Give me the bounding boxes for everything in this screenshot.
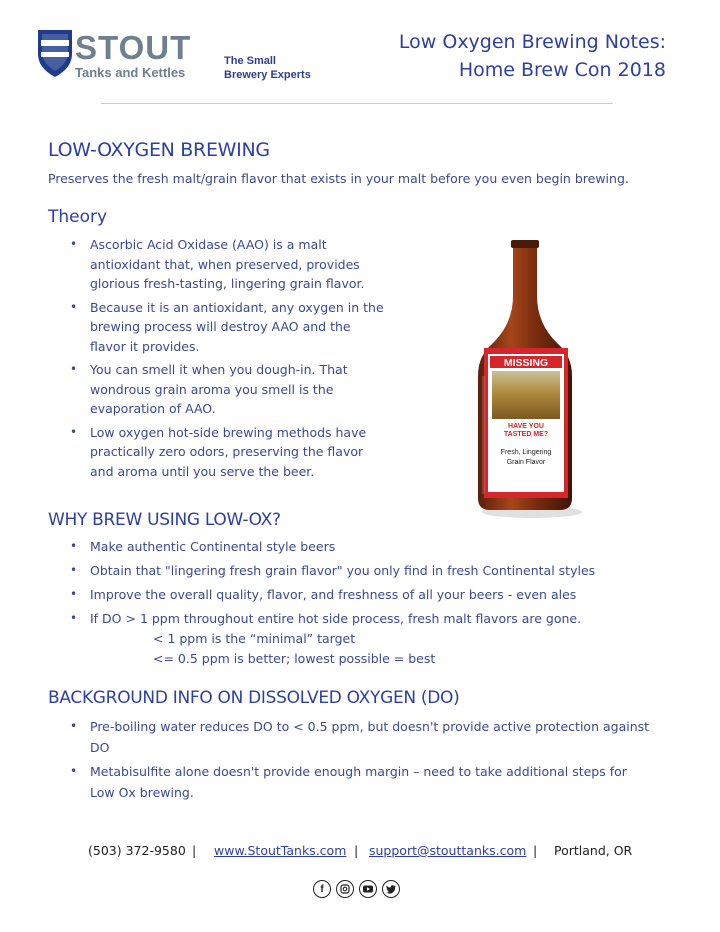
section-heading-background-do: BACKGROUND INFO ON DISSOLVED OXYGEN (DO) (48, 688, 460, 708)
shield-logo-icon (37, 28, 73, 78)
list-item-text: Obtain that "lingering fresh grain flavor" you only find in fresh Continental styles (90, 563, 596, 578)
footer-website-link[interactable]: www.StoutTanks.com (214, 843, 347, 858)
list-item-text: Make authentic Continental style beers (90, 539, 336, 554)
footer-location: Portland, OR (554, 843, 633, 858)
label-bottom-line1: Fresh, Lingering (500, 449, 552, 456)
why-list (70, 537, 595, 673)
document-title-line2: Home Brew Con 2018 (458, 59, 666, 81)
company-logo (37, 28, 327, 84)
list-item-text: You can smell it when you dough-in. That wondrous grain aroma you smell is the evaporation of AAO. (90, 362, 348, 416)
list-item (70, 716, 650, 758)
bullet-icon: • (70, 764, 78, 778)
section-heading-low-oxygen: LOW-OXYGEN BREWING (48, 139, 270, 161)
document-title-line1: Low Oxygen Brewing Notes: (398, 31, 666, 53)
subheading-theory: Theory (48, 207, 108, 227)
sub-item: < 1 ppm is the “minimal” target (153, 630, 356, 646)
list-item (70, 761, 650, 803)
logo-tagline-line2: Brewery Experts (224, 69, 311, 81)
label-question-line2: TASTED ME? (503, 431, 549, 438)
footer-separator: | (533, 843, 538, 858)
bullet-icon: • (70, 362, 78, 376)
background-list (70, 716, 650, 806)
social-links (313, 880, 400, 898)
logo-wordmark: STOUT (75, 29, 192, 66)
bullet-icon: • (70, 563, 78, 577)
list-item (70, 235, 390, 294)
bullet-icon: • (70, 424, 78, 439)
youtube-icon[interactable] (359, 880, 377, 898)
intro-text: Preserves the fresh malt/grain flavor that exists in your malt before you even begin brewing. (48, 171, 629, 186)
header-divider (101, 103, 613, 104)
footer-separator: | (192, 843, 197, 858)
list-item (70, 561, 595, 581)
list-item (70, 609, 595, 669)
list-item-text: Ascorbic Acid Oxidase (AAO) is a malt antioxidant that, when preserved, provides glorious fresh-tasting, lingering grain flavor. (90, 237, 365, 291)
list-item-text: Metabisulfite alone doesn't provide enough margin – need to take additional steps for Low Ox brewing. (90, 764, 627, 800)
label-question-line1: HAVE YOU (508, 423, 544, 430)
list-item-text: Because it is an antioxidant, any oxygen in the brewing process will destroy AAO and the flavor it provides. (90, 299, 384, 354)
bullet-icon: • (70, 587, 78, 601)
list-item (70, 537, 595, 557)
label-bottom-line2: Grain Flavor (506, 459, 546, 466)
twitter-icon[interactable] (382, 880, 400, 898)
list-item-text: Improve the overall quality, flavor, and freshness of all your beers - even ales (90, 587, 577, 602)
bullet-icon: • (70, 237, 78, 251)
theory-list (70, 235, 390, 485)
list-item (70, 423, 390, 482)
document-title (399, 28, 666, 84)
list-item (70, 585, 595, 605)
list-item-text: If DO > 1 ppm throughout entire hot side process, fresh malt flavors are gone. (90, 611, 582, 626)
section-heading-why-low-ox: WHY BREW USING LOW-OX? (48, 510, 281, 530)
logo-subtitle: Tanks and Kettles (75, 65, 186, 80)
footer-separator: | (354, 843, 359, 858)
list-item (70, 298, 390, 357)
instagram-icon[interactable] (336, 880, 354, 898)
logo-tagline (224, 54, 311, 82)
bullet-icon: • (70, 539, 78, 553)
list-item (70, 360, 390, 419)
footer-email-link[interactable]: support@stouttanks.com (369, 843, 527, 858)
logo-tagline-line1: The Small (224, 55, 276, 67)
list-item-text: Low oxygen hot-side brewing methods have practically zero odors, preserving the flavor and aroma until you serve the beer. (90, 424, 367, 479)
label-missing-text: MISSING (503, 357, 549, 369)
footer-phone: (503) 372-9580 (88, 843, 186, 858)
bullet-icon: • (70, 719, 78, 733)
bullet-icon: • (70, 611, 78, 625)
facebook-icon[interactable]: f (313, 880, 331, 898)
list-item-text: Pre-boiling water reduces DO to < 0.5 ppm, but doesn't provide active protection against DO (90, 719, 650, 755)
sub-item: <= 0.5 ppm is better; lowest possible = best (153, 650, 436, 666)
beer-bottle-image (470, 236, 590, 522)
bullet-icon: • (70, 299, 78, 314)
